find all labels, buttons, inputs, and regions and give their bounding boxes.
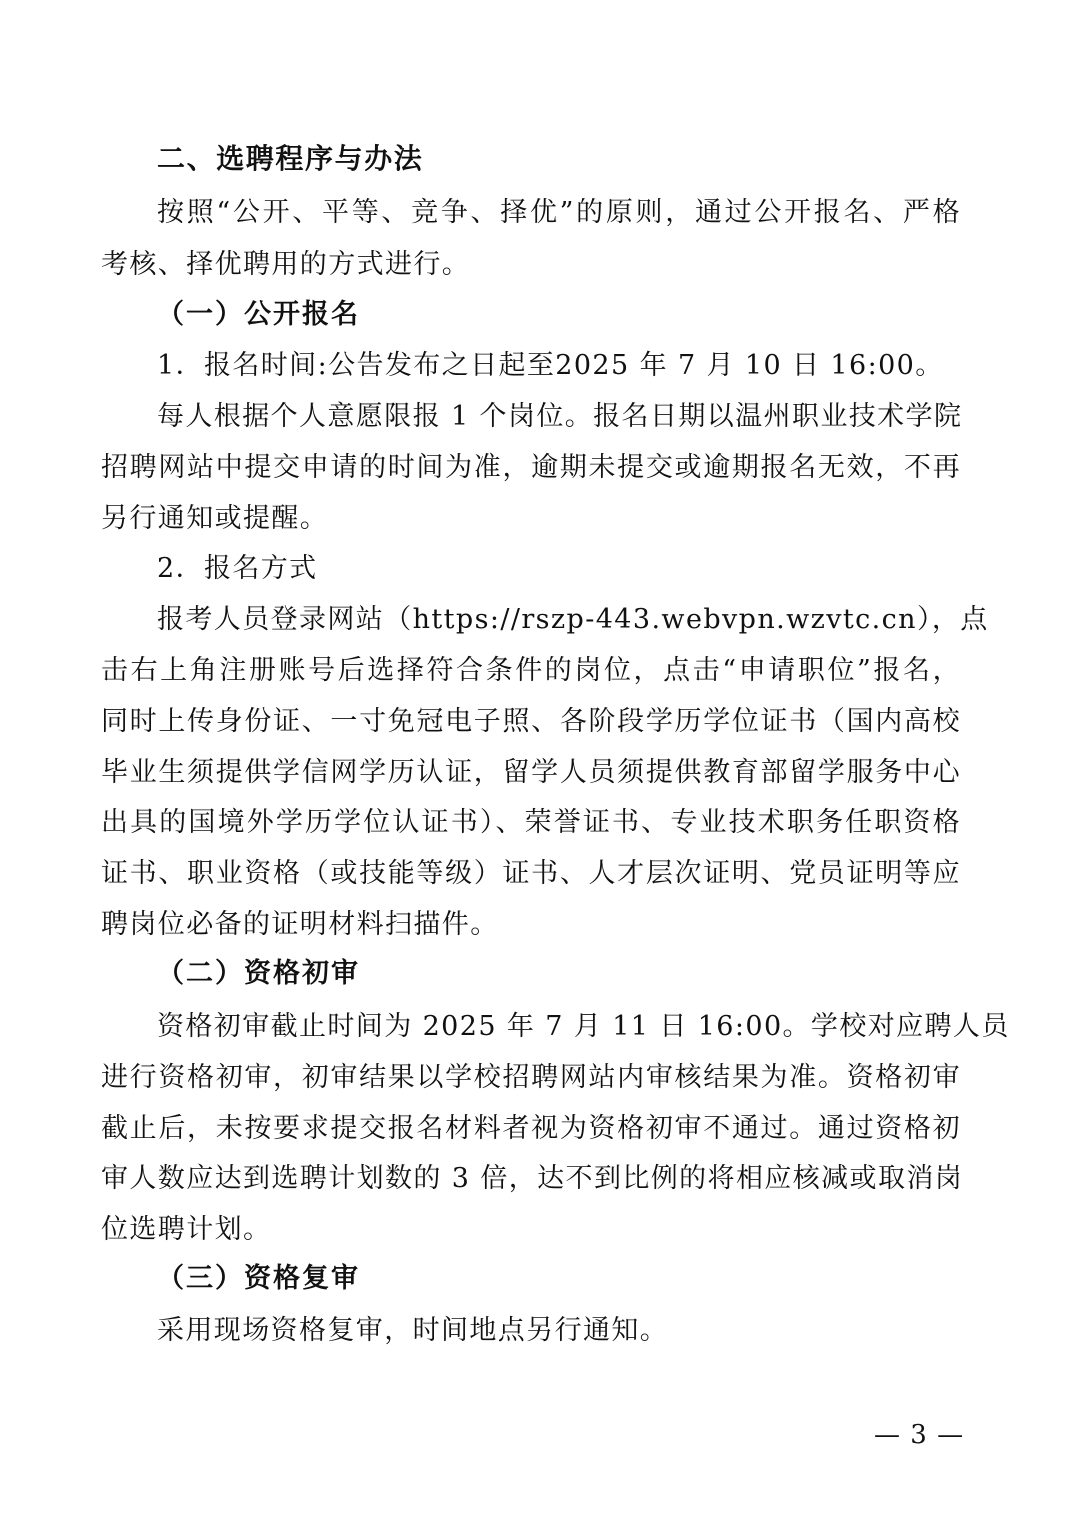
part1-para-line-1: 每人根据个人意愿限报 1 个岗位。报名日期以温州职业技术学院 <box>157 401 963 432</box>
part2-line-2: 进行资格初审，初审结果以学校招聘网站内审核结果为准。资格初审 <box>101 1062 961 1093</box>
part1-item2-line-6: 证书、职业资格（或技能等级）证书、人才层次证明、党员证明等应 <box>101 858 961 889</box>
part2-title: （二）资格初审 <box>157 958 360 989</box>
part1-para-line-3: 另行通知或提醒。 <box>101 503 329 534</box>
part1-title: （一）公开报名 <box>157 299 360 330</box>
part1-item1-text: 1．报名时间:公告发布之日起至2025 年 7 月 10 日 16:00。 <box>157 350 944 381</box>
intro-line-1: 按照“公开、平等、竞争、择优”的原则，通过公开报名、严格 <box>157 197 961 228</box>
part2-line-1: 资格初审截止时间为 2025 年 7 月 11 日 16:00。学校对应聘人员 <box>157 1011 1010 1042</box>
intro-line-2: 考核、择优聘用的方式进行。 <box>101 249 471 280</box>
part2-line-3: 截止后，未按要求提交报名材料者视为资格初审不通过。通过资格初 <box>101 1113 961 1144</box>
page-number: — 3 — <box>874 1420 965 1450</box>
part1-item2-line-2: 击右上角注册账号后选择符合条件的岗位，点击“申请职位”报名， <box>101 655 961 686</box>
part3-line-1: 采用现场资格复审，时间地点另行通知。 <box>157 1315 669 1346</box>
part1-para-line-2: 招聘网站中提交申请的时间为准，逾期未提交或逾期报名无效，不再 <box>101 452 961 483</box>
part1-item2-line-4: 毕业生须提供学信网学历认证，留学人员须提供教育部留学服务中心 <box>101 757 961 788</box>
section-title: 二、选聘程序与办法 <box>157 142 424 175</box>
part2-line-4: 审人数应达到选聘计划数的 3 倍，达不到比例的将相应核减或取消岗 <box>101 1163 964 1194</box>
part1-item2-line-7: 聘岗位必备的证明材料扫描件。 <box>101 909 499 940</box>
part1-item2-line-1: 报考人员登录网站（https://rszp-443.webvpn.wzvtc.cn），点 <box>157 604 989 635</box>
part1-item2-title: 2．报名方式 <box>157 553 318 584</box>
part1-item2-line-3: 同时上传身份证、一寸免冠电子照、各阶段学历学位证书（国内高校 <box>101 706 961 737</box>
part3-title: （三）资格复审 <box>157 1263 360 1294</box>
part1-item2-line-5: 出具的国境外学历学位认证书）、荣誉证书、专业技术职务任职资格 <box>101 807 961 838</box>
part2-line-5: 位选聘计划。 <box>101 1214 272 1245</box>
